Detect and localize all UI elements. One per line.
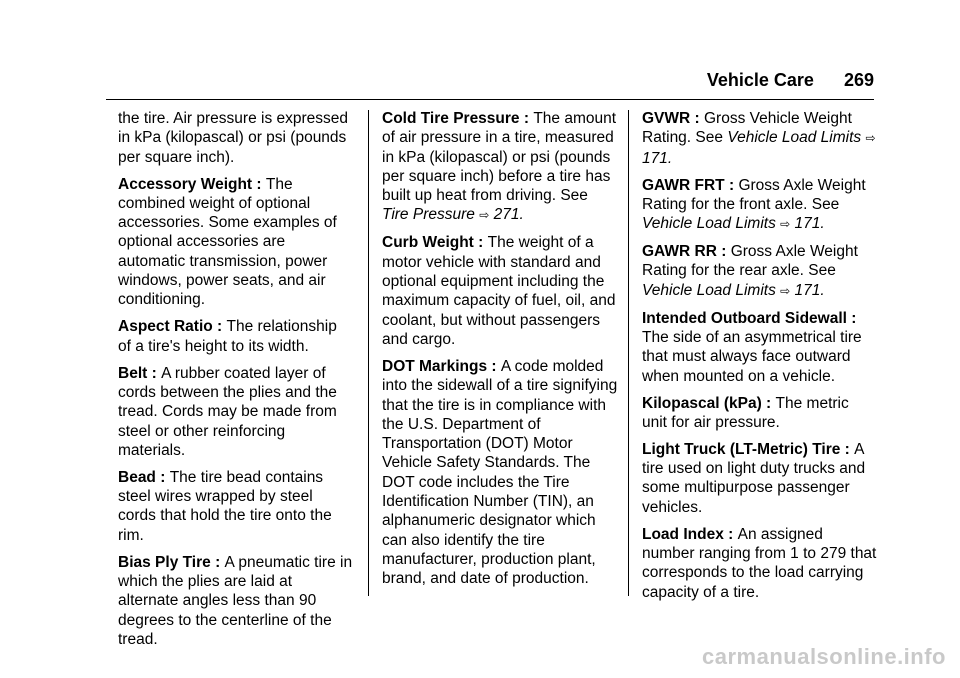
glossary-entry xyxy=(118,175,354,310)
glossary-term: Curb Weight xyxy=(382,234,474,252)
glossary-definition: A pneumatic tire in which the plies are laid at alternate angles less than 90 degrees to the centerline of the tread. xyxy=(118,553,353,648)
glossary-definition: Gross Axle Weight Rating for the front axle. See xyxy=(642,176,866,213)
glossary-definition: A tire used on light duty trucks and some multipurpose passenger vehicles. xyxy=(642,440,866,516)
glossary-entry xyxy=(642,309,878,386)
glossary-term: Bias Ply Tire xyxy=(118,553,211,571)
glossary-entry xyxy=(382,109,618,226)
term-separator: : xyxy=(724,176,739,194)
term-separator: : xyxy=(155,468,170,486)
header-rule xyxy=(106,99,874,100)
term-separator: : xyxy=(252,175,266,193)
term-separator: : xyxy=(716,243,731,261)
glossary-definition: The weight of a motor vehicle with standard and optional equipment including the maximum capacity of fuel, oil, and coolant, but without passengers and cargo. xyxy=(382,234,616,348)
glossary-term: Cold Tire Pressure xyxy=(382,110,520,127)
page-ref-arrow-icon: ⇨ xyxy=(780,217,791,232)
term-separator: : xyxy=(840,440,855,458)
glossary-term: Load Index xyxy=(642,525,724,543)
glossary-term: GVWR xyxy=(642,110,691,127)
glossary-definition: A rubber coated layer of cords between the plies and the tread. Cords may be made from steel or other reinforcing materials. xyxy=(118,364,337,459)
glossary-definition: A code molded into the sidewall of a tire signifying that the tire is in compliance with the U.S. Department of Transportation (DOT) Motor Vehicle Safety Standards. The DOT code includes the Tire Identification Number (TIN), an alphanumeric designator which can also identify the tire manufacturer, production plant, brand, and date of production. xyxy=(382,357,618,588)
glossary-entry xyxy=(382,357,618,589)
term-separator: : xyxy=(723,525,738,543)
glossary-definition: The metric unit for air pressure. xyxy=(642,394,849,431)
glossary-definition: Gross Axle Weight Rating for the rear axle. See xyxy=(642,243,858,280)
glossary-entry xyxy=(642,242,878,301)
section-title: Vehicle Care xyxy=(706,70,814,90)
glossary-entry xyxy=(382,233,618,349)
term-separator: : xyxy=(846,309,857,327)
glossary-entry xyxy=(642,440,878,517)
page-number: 269 xyxy=(843,70,874,90)
glossary-entry xyxy=(118,317,354,356)
glossary-definition: The side of an asymmetrical tire that must always face outward when mounted on a vehicle. xyxy=(642,329,862,385)
cross-reference: Tire Pressure xyxy=(382,206,475,224)
glossary-entry xyxy=(118,553,354,649)
page-ref-arrow-icon: ⇨ xyxy=(865,131,876,146)
cross-reference: Vehicle Load Limits xyxy=(642,281,776,299)
watermark: carmanualsonline.info xyxy=(702,644,946,669)
page-reference: 171. xyxy=(794,215,825,233)
page-ref-arrow-icon: ⇨ xyxy=(780,283,791,298)
glossary-term: Light Truck (LT-Metric) Tire xyxy=(642,440,841,458)
term-separator: : xyxy=(147,364,162,382)
glossary-entry xyxy=(642,525,878,602)
cross-reference: Vehicle Load Limits xyxy=(642,215,776,233)
page-ref-arrow-icon: ⇨ xyxy=(479,208,490,223)
glossary-definition: Gross Vehicle Weight Rating. See xyxy=(642,110,852,147)
glossary-entry xyxy=(118,364,354,460)
glossary-entry xyxy=(118,109,354,167)
glossary-term: Accessory Weight xyxy=(118,175,253,193)
column-2 xyxy=(382,109,618,596)
glossary-term: Intended Outboard Sidewall xyxy=(642,309,847,327)
cross-reference: Vehicle Load Limits xyxy=(727,129,862,147)
column-divider xyxy=(368,110,369,596)
term-separator: : xyxy=(690,110,704,127)
glossary-term: Aspect Ratio xyxy=(118,318,213,336)
term-separator: : xyxy=(487,357,501,375)
glossary-term: Belt xyxy=(118,364,148,382)
glossary-definition: An assigned number ranging from 1 to 279 that corresponds to the load carrying capacity of a tire. xyxy=(642,525,877,601)
glossary-definition: The tire bead contains steel wires wrapped by steel cords that hold the tire onto the rim. xyxy=(118,468,332,544)
glossary-entry xyxy=(642,109,878,168)
term-separator: : xyxy=(761,394,776,412)
column-divider xyxy=(628,110,629,596)
glossary-definition: The amount of air pressure in a tire, measured in kPa (kilopascal) or psi (pounds per square inch) before a tire has built up heat from driving. See xyxy=(382,110,617,205)
glossary-term: Kilopascal (kPa) xyxy=(642,394,762,412)
glossary-definition: the tire. Air pressure is expressed in kPa (kilopascal) or psi (pounds per square inch). xyxy=(118,110,349,166)
column-1 xyxy=(118,109,354,657)
glossary-definition: The relationship of a tire's height to its width. xyxy=(118,318,337,355)
glossary-entry xyxy=(642,176,878,235)
term-separator: : xyxy=(210,553,225,571)
term-separator: : xyxy=(212,318,227,336)
glossary-definition: The combined weight of optional accessories. Some examples of optional accessories are automatic transmission, power windows, power seats, and air conditioning. xyxy=(118,175,337,309)
glossary-term: GAWR FRT xyxy=(642,176,725,194)
glossary-term: Bead xyxy=(118,468,156,486)
glossary-term: GAWR RR xyxy=(642,243,717,261)
glossary-term: DOT Markings xyxy=(382,357,488,375)
term-separator: : xyxy=(473,234,488,252)
term-separator: : xyxy=(519,110,534,127)
page-reference: 271. xyxy=(493,206,524,224)
page-reference: 171. xyxy=(642,149,673,167)
glossary-entry xyxy=(642,394,878,433)
column-3 xyxy=(642,109,878,610)
page-header xyxy=(707,70,874,91)
page-reference: 171. xyxy=(794,281,825,299)
glossary-entry xyxy=(118,468,354,545)
